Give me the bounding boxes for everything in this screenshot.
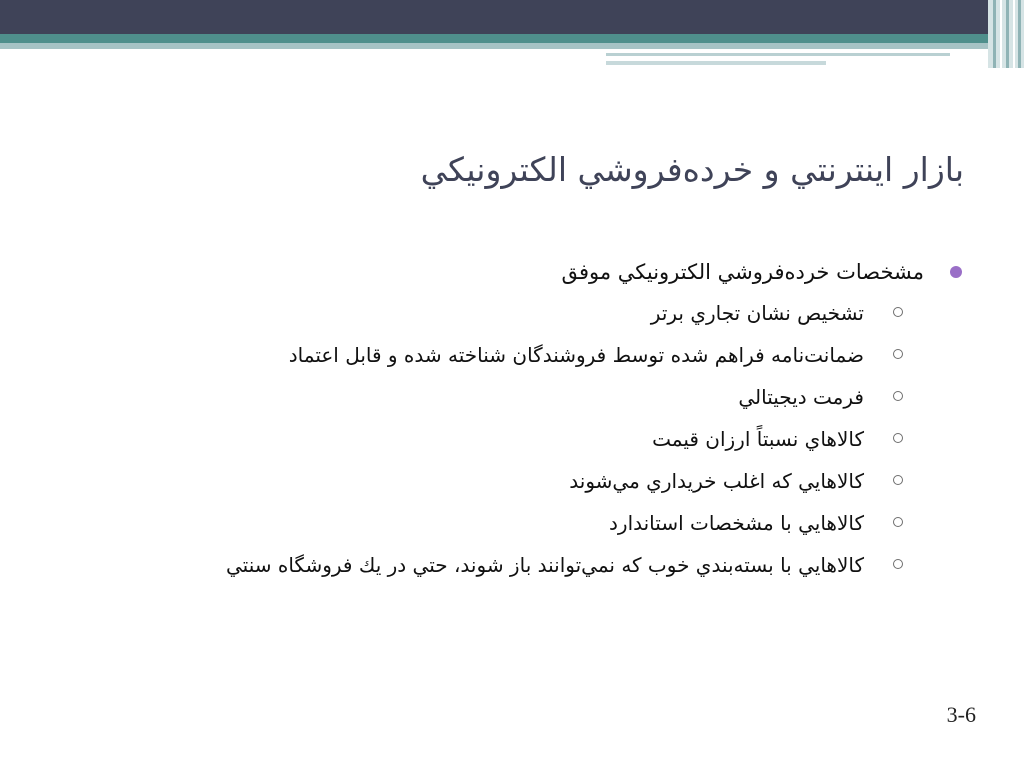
slide-number: 3-6 (946, 702, 976, 727)
bullet-dot-icon (950, 266, 962, 278)
header-corner-stripe (1013, 0, 1015, 68)
list-item (64, 376, 904, 418)
list-item (64, 502, 904, 544)
header-bar-teal (0, 34, 1024, 43)
bullet-level-1 (64, 252, 964, 292)
bullet-ring-icon (893, 475, 903, 485)
header-corner-stripe (1000, 0, 1002, 68)
header-bar-light (0, 43, 1024, 49)
bullet-label: مشخصات خرده‌فروشي الكترونيكي موفق (561, 260, 924, 284)
slide-content (64, 252, 964, 586)
header-accent-line-short (606, 61, 826, 65)
header-corner-stripe (1006, 0, 1009, 68)
header-corner-stripe (1018, 0, 1021, 68)
list-item-text: كالاهايي با بسته‌بندي خوب كه نمي‌توانند باز شوند، حتي در يك فروشگاه سنتي (226, 553, 864, 577)
bullet-ring-icon (893, 517, 903, 527)
header-bar-dark (0, 0, 1024, 34)
bullet-ring-icon (893, 349, 903, 359)
bullet-ring-icon (893, 307, 903, 317)
list-item (64, 460, 904, 502)
list-item-text: كالاهايي با مشخصات استاندارد (609, 511, 864, 535)
list-item (64, 418, 904, 460)
list-item (64, 334, 904, 376)
list-item-text: كالاهاي نسبتاً ارزان قيمت (652, 427, 864, 451)
list-item-text: ضمانت‌نامه فراهم شده توسط فروشندگان شناخته شده و قابل اعتماد (288, 343, 864, 367)
list-item-text: تشخيص نشان تجاري برتر (650, 301, 864, 325)
list-item-text: فرمت ديجيتالي (738, 385, 864, 409)
list-item-text: كالاهايي كه اغلب خريداري مي‌شوند (569, 469, 864, 493)
list-item (64, 292, 904, 334)
header-corner-stripe (993, 0, 996, 68)
header-accent-line (606, 53, 950, 56)
bullet-ring-icon (893, 391, 903, 401)
list-item (64, 544, 904, 586)
bullet-ring-icon (893, 559, 903, 569)
bullet-ring-icon (893, 433, 903, 443)
slide-title: بازار اينترنتي و خرده‌فروشي الكترونيكي (420, 150, 964, 189)
